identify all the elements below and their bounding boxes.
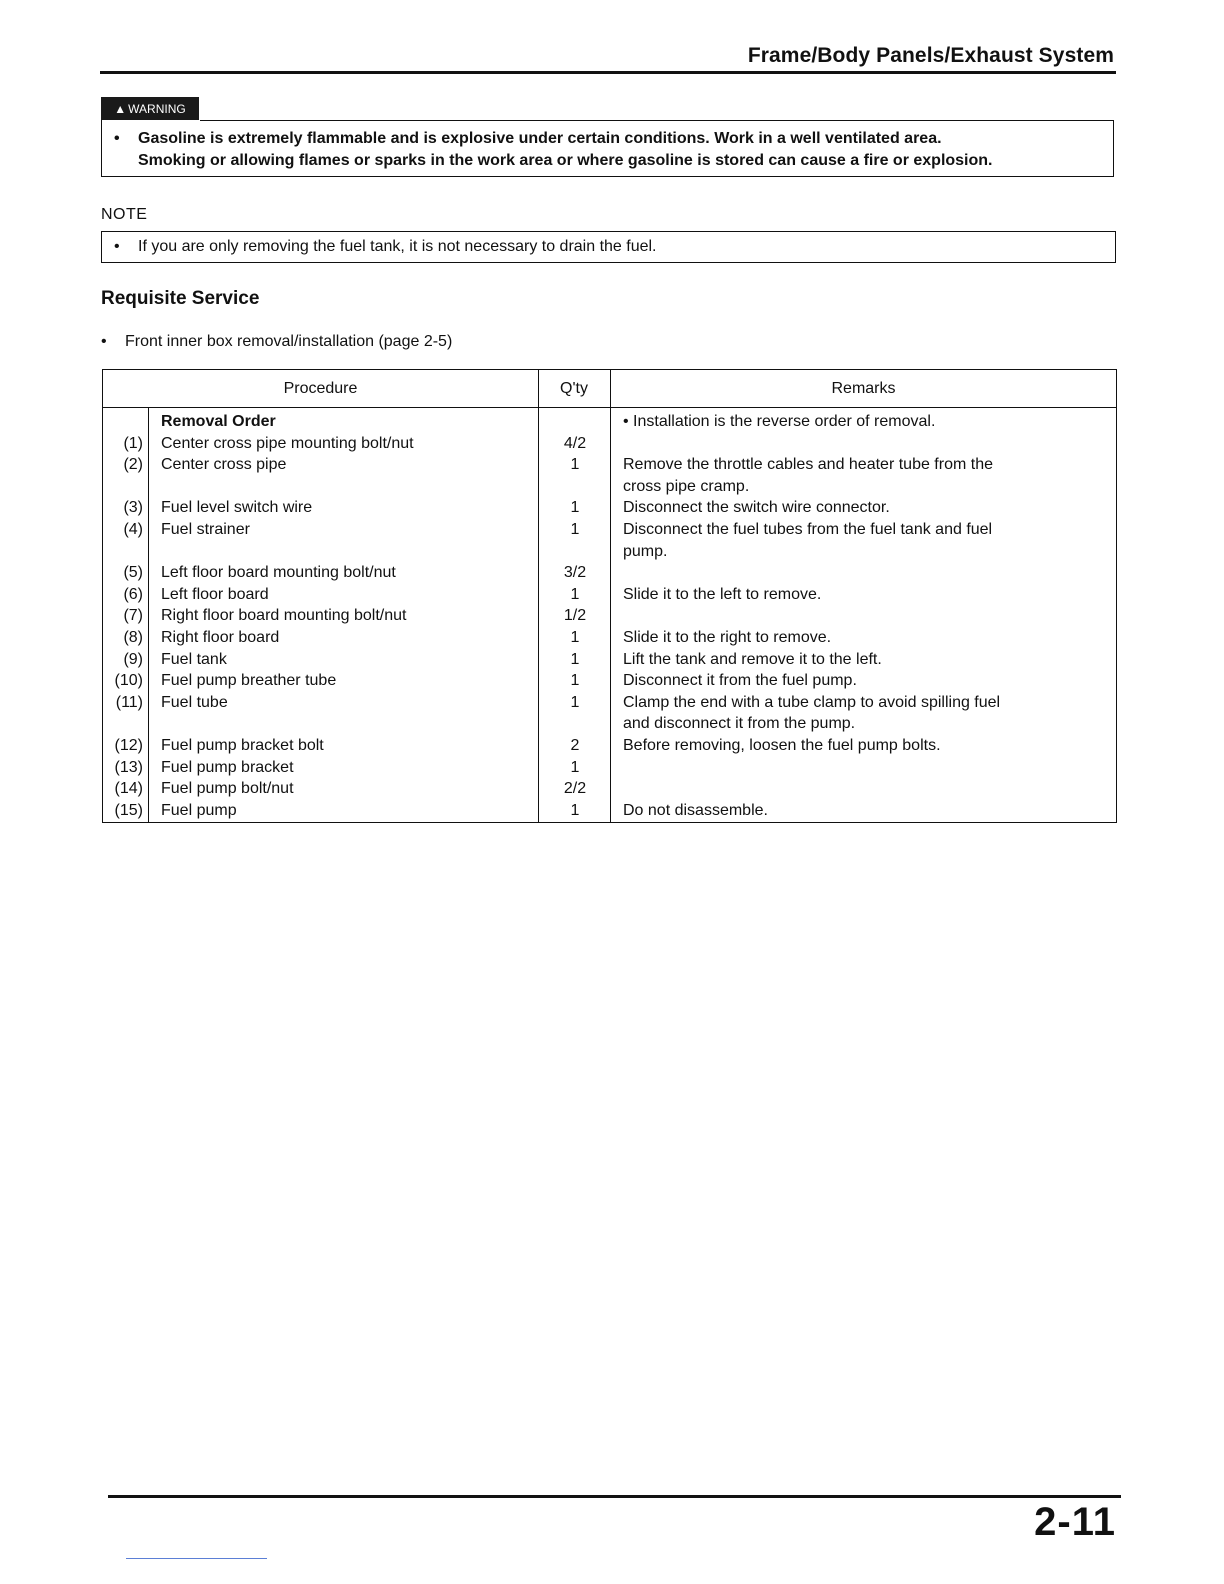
note-label: NOTE (101, 206, 148, 223)
row-procedure: Left floor board mounting bolt/nut (161, 564, 396, 582)
row-procedure: Fuel strainer (161, 521, 250, 538)
header-rule (100, 71, 1116, 74)
page-number: 2-11 (1034, 1500, 1116, 1544)
row-procedure: Fuel tank (161, 650, 227, 668)
procedure-table (102, 369, 1117, 823)
removal-order-title: Removal Order (161, 413, 276, 430)
warning-line-2: Smoking or allowing flames or sparks in the work area or where gasoline is stored can cause a fire or explosion. (138, 152, 993, 169)
row-qty: 1 (570, 521, 580, 538)
column-divider (538, 370, 539, 822)
row-procedure: Fuel tube (161, 693, 228, 711)
row-number: (6) (123, 585, 143, 603)
warning-label-text: WARNING (128, 101, 186, 116)
row-qty: 1 (570, 456, 580, 474)
section-heading: Requisite Service (101, 288, 260, 309)
column-divider (148, 407, 149, 822)
column-divider (610, 370, 611, 822)
row-number: (8) (123, 629, 143, 646)
header-remarks: Remarks (831, 380, 896, 397)
row-remark-continued: pump. (623, 542, 668, 560)
requisite-item (101, 333, 452, 351)
row-qty: 1 (570, 650, 580, 668)
header-procedure: Procedure (283, 380, 358, 397)
warning-line-1: Gasoline is extremely flammable and is explosive under certain conditions. Work in a well ventilated area. (138, 130, 942, 147)
warning-box (101, 120, 1114, 177)
row-remark: Before removing, loosen the fuel pump bolts. (623, 737, 941, 754)
row-remark: Do not disassemble. (623, 801, 768, 819)
row-remark: Disconnect the fuel tubes from the fuel tank and fuel (623, 521, 993, 538)
row-number: (12) (114, 737, 143, 754)
row-number: (11) (115, 693, 143, 711)
row-qty: 2 (570, 737, 580, 754)
warning-text (114, 128, 993, 172)
row-procedure: Right floor board (161, 629, 280, 646)
row-remark: Lift the tank and remove it to the left. (623, 650, 882, 668)
row-procedure: Center cross pipe (161, 456, 287, 474)
row-remark: Disconnect it from the fuel pump. (623, 672, 857, 690)
row-procedure: Fuel pump bracket bolt (161, 737, 324, 754)
row-procedure: Center cross pipe mounting bolt/nut (161, 434, 414, 452)
row-number: (4) (123, 521, 143, 538)
removal-order-remark: • Installation is the reverse order of removal. (623, 413, 936, 430)
row-procedure: Fuel pump bracket (161, 758, 294, 776)
row-qty: 1 (570, 801, 580, 819)
footer-link-line (126, 1558, 267, 1559)
row-number: (1) (123, 434, 143, 452)
row-procedure: Fuel level switch wire (161, 499, 313, 517)
row-remark: Remove the throttle cables and heater tube from the (623, 456, 993, 474)
warning-label (101, 97, 199, 120)
bullet-icon: • (114, 130, 120, 147)
row-qty: 3/2 (563, 564, 587, 582)
row-number: (3) (123, 499, 143, 517)
row-remark: Disconnect the switch wire connector. (623, 499, 890, 517)
row-qty: 2/2 (563, 780, 587, 798)
row-number: (2) (123, 456, 143, 474)
row-qty: 1 (570, 693, 580, 711)
row-remark-continued: cross pipe cramp. (623, 477, 750, 495)
page-title: Frame/Body Panels/Exhaust System (747, 44, 1114, 67)
row-remark-continued: and disconnect it from the pump. (623, 715, 856, 733)
note-text: If you are only removing the fuel tank, it is not necessary to drain the fuel. (138, 238, 657, 255)
row-number: (5) (123, 564, 143, 582)
row-remark: Slide it to the right to remove. (623, 629, 832, 646)
row-number: (14) (114, 780, 143, 798)
row-number: (7) (123, 607, 143, 625)
header-qty: Q'ty (560, 380, 588, 397)
row-qty: 1/2 (563, 607, 587, 625)
row-procedure: Fuel pump breather tube (161, 672, 337, 690)
footer-rule (108, 1495, 1121, 1498)
warning-triangle-icon: ▲ (114, 101, 127, 116)
row-procedure: Right floor board mounting bolt/nut (161, 607, 407, 625)
row-remark: Slide it to the left to remove. (623, 585, 822, 603)
requisite-item-text: Front inner box removal/installation (page 2-5) (125, 333, 453, 350)
row-number: (13) (114, 758, 143, 776)
row-remark: Clamp the end with a tube clamp to avoid spilling fuel (623, 693, 1001, 711)
bullet-icon: • (114, 238, 120, 255)
row-procedure: Left floor board (161, 585, 269, 603)
row-number: (10) (114, 672, 143, 690)
row-procedure: Fuel pump (161, 801, 237, 819)
row-qty: 1 (570, 758, 580, 776)
row-number: (15) (114, 801, 143, 819)
bullet-icon: • (101, 333, 107, 350)
row-number: (9) (123, 650, 143, 668)
row-qty: 4/2 (563, 434, 587, 452)
row-qty: 1 (570, 672, 580, 690)
row-qty: 1 (570, 629, 580, 646)
row-qty: 1 (570, 499, 580, 517)
note-box (101, 231, 1116, 263)
row-qty: 1 (570, 585, 580, 603)
row-procedure: Fuel pump bolt/nut (161, 780, 294, 798)
